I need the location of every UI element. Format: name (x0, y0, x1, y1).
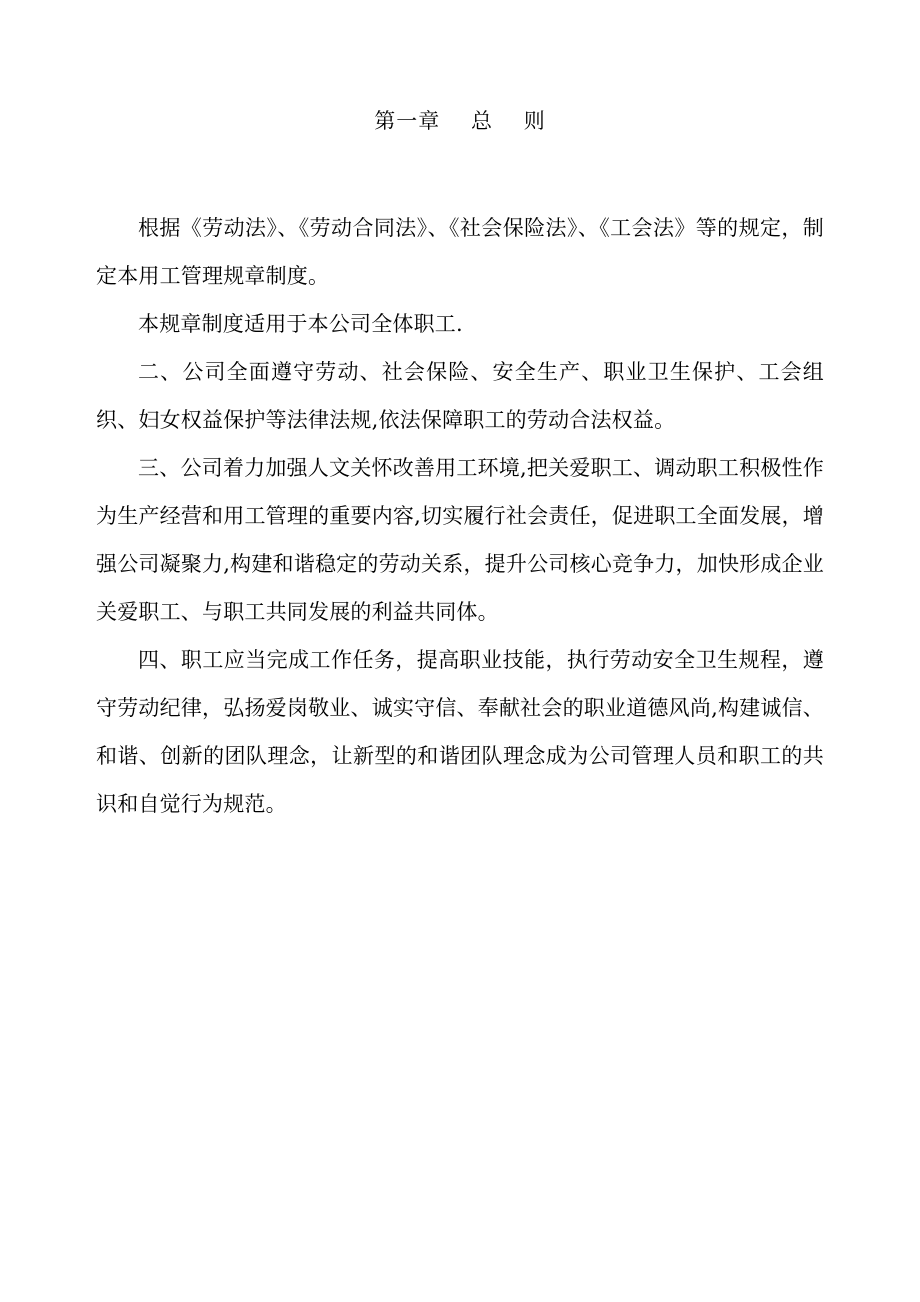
paragraph: 四、职工应当完成工作任务，提高职业技能，执行劳动安全卫生规程，遵守劳动纪律，弘扬爱岗敬业、诚实守信、奉献社会的职业道德风尚,构建诚信、和谐、创新的团队理念，让新型的和谐团队理念成为公司管理人员和职工的共识和自觉行为规范。 (96, 648, 824, 816)
chapter-heading: 第一章 总 则 (374, 109, 546, 133)
paragraph: 二、公司全面遵守劳动、社会保险、安全生产、职业卫生保护、工会组织、妇女权益保护等法律法规,依法保障职工的劳动合法权益。 (96, 360, 824, 432)
paragraph: 三、公司着力加强人文关怀改善用工环境,把关爱职工、调动职工积极性作为生产经营和用工管理的重要内容,切实履行社会责任，促进职工全面发展，增强公司凝聚力,构建和谐稳定的劳动关系，提升公司核心竞争力，加快形成企业关爱职工、与职工共同发展的利益共同体。 (96, 456, 824, 624)
paragraph: 根据《劳动法》、《劳动合同法》、《社会保险法》、《工会法》等的规定，制定本用工管理规章制度。 (96, 216, 824, 288)
body-text (96, 204, 824, 828)
document-content (96, 104, 824, 828)
paragraph: 本规章制度适用于本公司全体职工. (138, 312, 463, 336)
